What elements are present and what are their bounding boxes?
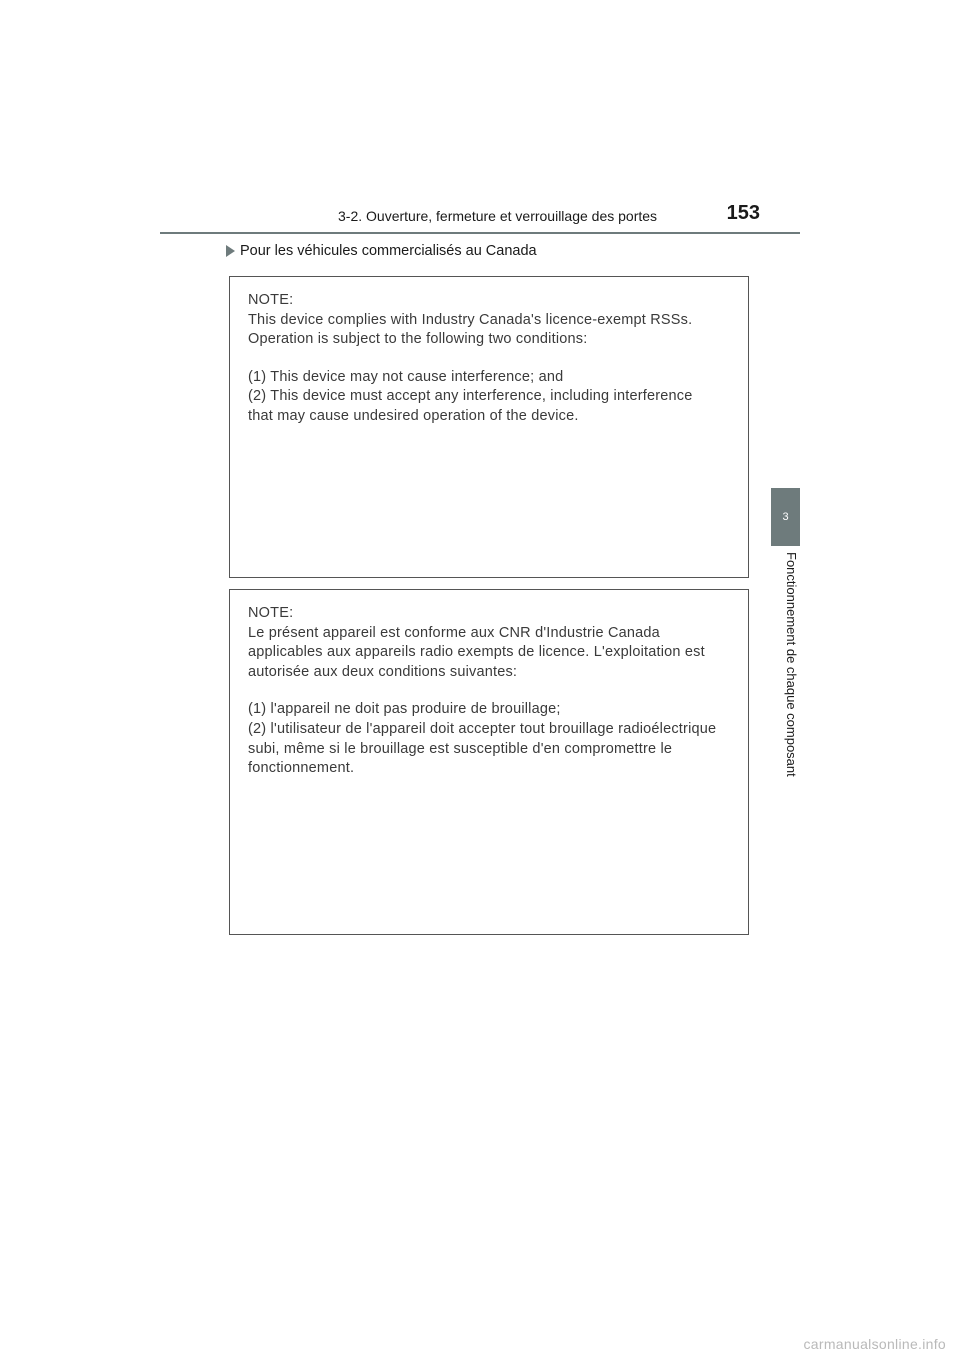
english-notice-line: (1) This device may not cause interference; and: [248, 368, 564, 385]
french-notice-line: subi, même si le brouillage est susceptible d'en compromettre le: [248, 740, 673, 757]
subtitle: [226, 243, 537, 259]
french-notice-line: Le présent appareil est conforme aux CNR d'Industrie Canada: [248, 624, 660, 641]
chapter-tab: [771, 488, 800, 546]
french-notice-line: fonctionnement.: [248, 760, 355, 777]
french-notice-heading: NOTE:: [248, 605, 294, 621]
page-number: 153: [726, 202, 760, 224]
paragraph-gap: [248, 350, 738, 368]
french-notice-line: applicables aux appareils radio exempts de licence. L'exploitation est: [248, 644, 705, 661]
english-notice-line: This device complies with Industry Canada's licence-exempt RSSs.: [248, 311, 693, 328]
paragraph-gap: [248, 682, 738, 700]
chapter-number: 3: [782, 511, 789, 523]
page-header: [160, 196, 800, 232]
header-rule: [160, 232, 800, 234]
french-notice-line: (2) l'utilisateur de l'appareil doit accepter tout brouillage radioélectrique: [248, 720, 717, 737]
site-watermark: carmanualsonline.info: [803, 1336, 946, 1352]
english-notice-line: (2) This device must accept any interference, including interference: [248, 388, 693, 405]
french-notice-line: (1) l'appareil ne doit pas produire de brouillage;: [248, 701, 561, 718]
french-notice-line: autorisée aux deux conditions suivantes:: [248, 663, 518, 680]
english-notice-heading: NOTE:: [248, 292, 294, 308]
section-title: 3-2. Ouverture, fermeture et verrouillage des portes: [338, 208, 658, 224]
english-notice-line: Operation is subject to the following two conditions:: [248, 331, 588, 348]
english-notice-box: [229, 276, 749, 578]
english-notice-text: [248, 291, 738, 427]
french-notice-text: [248, 604, 738, 779]
chapter-title-vertical: Fonctionnement de chaque composant: [784, 552, 799, 777]
french-notice-box: [229, 589, 749, 935]
subtitle-text: Pour les véhicules commercialisés au Canada: [240, 243, 537, 259]
english-notice-line: that may cause undesired operation of the device.: [248, 407, 579, 424]
triangle-bullet-icon: [226, 245, 235, 257]
